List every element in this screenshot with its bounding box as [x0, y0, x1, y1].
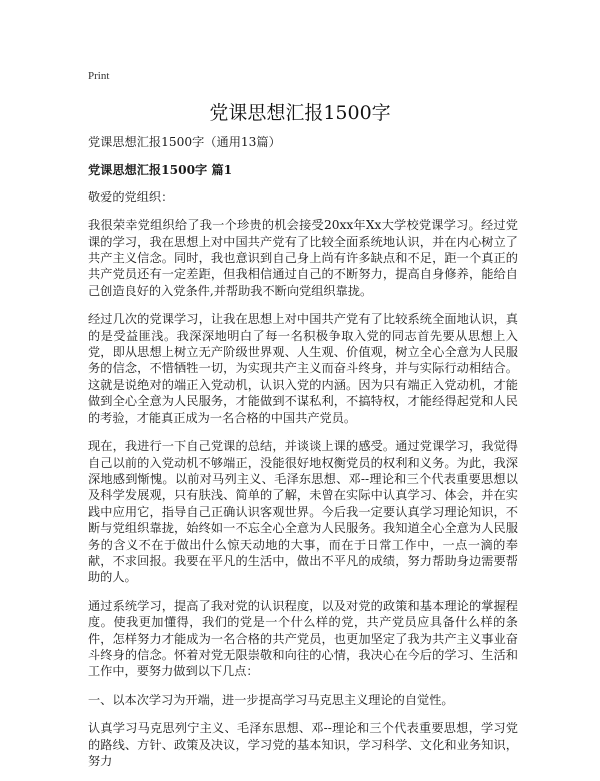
paragraph: 现在，我进行一下自己党课的总结，并谈谈上课的感受。通过党课学习，我觉得自己以前的入党动机不够端正，没能很好地权衡党员的权利和义务。为此，我深深地感到惭愧。以前对马列主义、毛泽东思想、邓--理论和三个代表重要思想以及科学发展观，只有肤浅、简单的了解，未曾在实际中认真学习、体会，并在实践中应用它，指导自己正确认识客观世界。今后我一定要认真学习理论知识，不断与党组织靠拢，始终如一不忘全心全意为人民服务。我知道全心全意为人民服务的含义不在于做出什么惊天动地的大事，而在于日常工作中，一点一滴的奉献，不求回报。我要在平凡的生活中，做出不平凡的成绩，努力帮助身边需要帮助的人。: [88, 439, 518, 585]
paragraph: 经过几次的党课学习，让我在思想上对中国共产党有了比较系统全面地认识，真的是受益匪浅。我深深地明白了每一名积极争取入党的同志首先要从思想上入党，即从思想上树立无产阶级世界观、人生观、价值观，树立全心全意为人民服务的信念，不惜牺牲一切，为实现共产主义而奋斗终身，并与实际行动相结合。这就是说绝对的端正入党动机，认识入党的内涵。因为只有端正入党动机，才能做到全心全意为人民服务，才能做到不谋私利，不搞特权，才能经得起党和人民的考验，才能真正成为一名合格的中国共产党员。: [88, 312, 518, 425]
section-heading: 党课思想汇报1500字 篇1: [88, 163, 233, 178]
print-link[interactable]: Print: [88, 70, 110, 82]
paragraph: 认真学习马克思列宁主义、毛泽东思想、邓--理论和三个代表重要思想，学习党的路线、方针、政策及决议，学习党的基本知识，学习科学、文化和业务知识，努力: [88, 721, 518, 768]
salutation: 敬爱的党组织：: [88, 189, 174, 204]
paragraph: 我很荣幸党组织给了我一个珍贵的机会接受20xx年Xx大学校党课学习。经过党课的学习，我在思想上对中国共产党有了比较全面系统地认识，并在内心树立了共产主义信念。同时，我也意识到自己身上尚有许多缺点和不足，距一个真正的共产党员还有一定差距，但我相信通过自己的不断努力，提高自身修养，能给自己创造良好的入党条件,并帮助我不断向党组织靠拢。: [88, 218, 518, 298]
page-title: 党课思想汇报1500字: [209, 102, 391, 124]
paragraph: 一、以本次学习为开端，进一步提高学习马克思主义理论的自觉性。: [88, 692, 454, 707]
document-body: [88, 134, 518, 781]
document-subtitle: 党课思想汇报1500字（通用13篇）: [88, 135, 281, 149]
paragraph: 通过系统学习，提高了我对党的认识程度，以及对党的政策和基本理论的掌握程度。使我更加懂得，我们的党是一个什么样的党，共产党员应具备什么样的条件，怎样努力才能成为一名合格的共产党员，也更加坚定了我为共产主义事业奋斗终身的信念。怀着对党无限崇敬和向往的心情，我决心在今后的学习、生活和工作中，要努力做到以下几点：: [88, 598, 518, 679]
